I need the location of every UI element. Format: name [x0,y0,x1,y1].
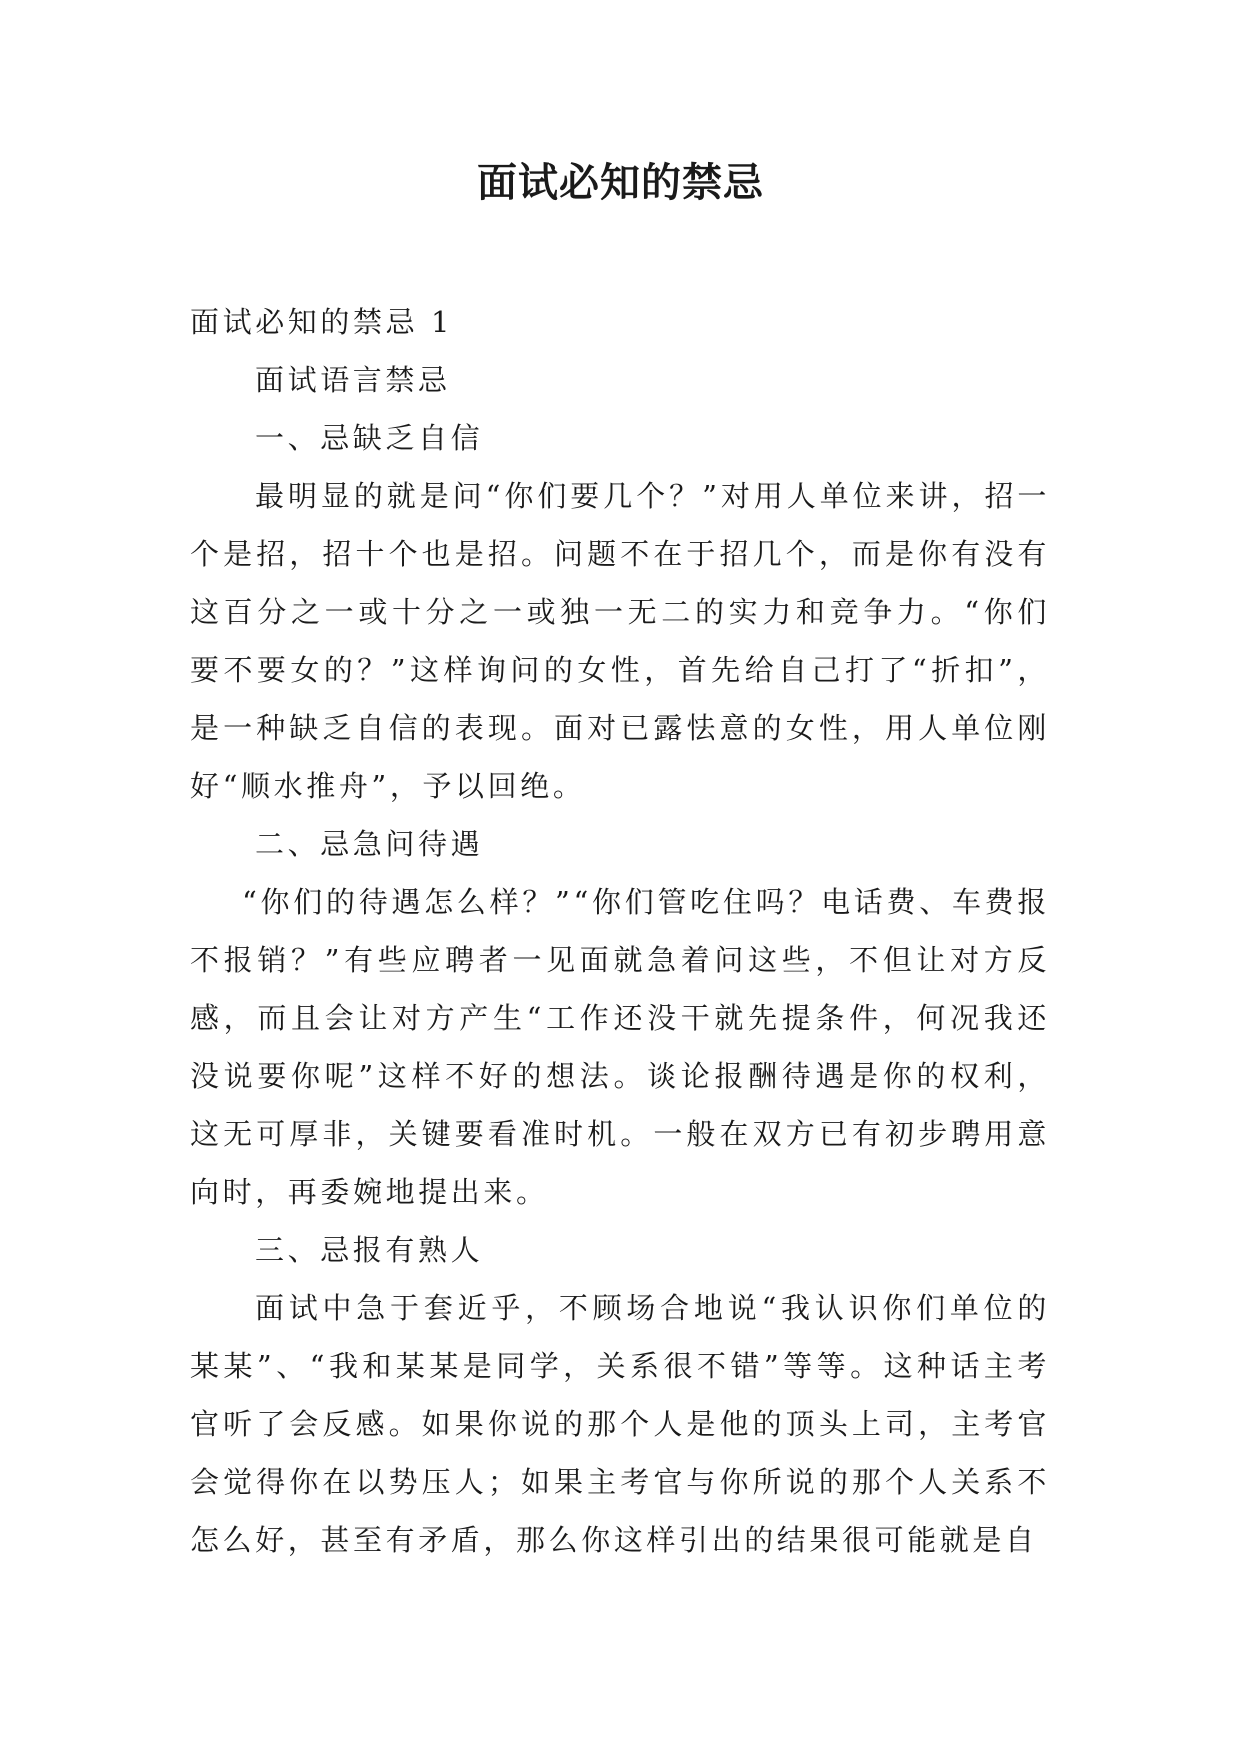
item-paragraph: 面试中急于套近乎，不顾场合地说“我认识你们单位的某某”、“我和某某是同学，关系很不错”等等。这种话主考官听了会反感。如果你说的那个人是他的顶头上司，主考官会觉得你在以势压人；如果主考官与你所说的那个人关系不怎么好，甚至有矛盾，那么你这样引出的结果很可能就是自 [190,1291,1050,1557]
document-body [190,293,1050,1569]
subheading: 面试语言禁忌 [255,363,451,397]
item-heading: 二、忌急问待遇 [255,827,484,861]
item-paragraph: “你们的待遇怎么样？”“你们管吃住吗？电话费、车费报不报销？”有些应聘者一见面就急着问这些，不但让对方反感，而且会让对方产生“工作还没干就先提条件，何况我还没说要你呢”这样不好的想法。谈论报酬待遇是你的权利，这无可厚非，关键要看准时机。一般在双方已有初步聘用意向时，再委婉地提出来。 [190,885,1050,1209]
document-title: 面试必知的禁忌 [477,160,764,206]
item-paragraph: 最明显的就是问“你们要几个？”对用人单位来讲，招一个是招，招十个也是招。问题不在于招几个，而是你有没有这百分之一或十分之一或独一无二的实力和竞争力。“你们要不要女的？”这样询问的女性，首先给自己打了“折扣”，是一种缺乏自信的表现。面对已露怯意的女性，用人单位刚好“顺水推舟”，予以回绝。 [190,479,1050,803]
item-heading: 三、忌报有熟人 [255,1233,484,1267]
item-heading: 一、忌缺乏自信 [255,421,484,455]
section-heading: 面试必知的禁忌 1 [190,305,454,339]
